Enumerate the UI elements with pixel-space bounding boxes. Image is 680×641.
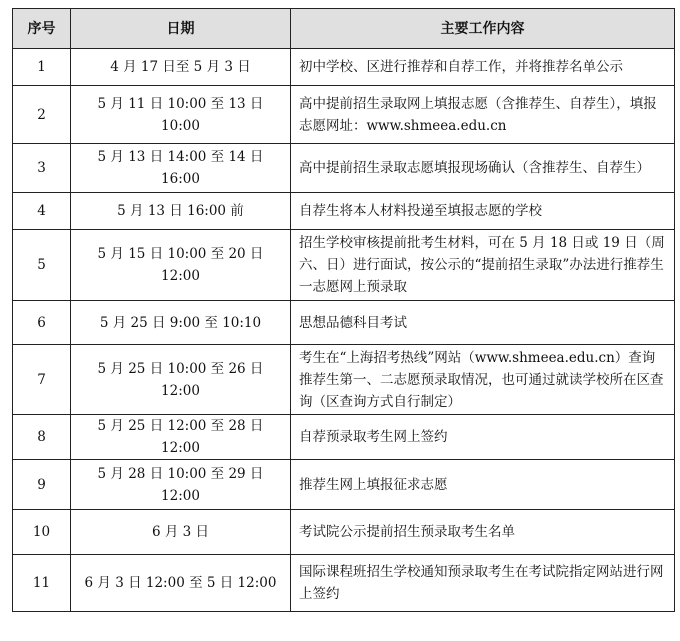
header-content: 主要工作内容 (291, 9, 675, 49)
cell-date: 4 月 17 日至 5 月 3 日 (71, 49, 291, 86)
cell-content: 初中学校、区进行推荐和自荐工作，并将推荐名单公示 (291, 49, 675, 86)
cell-date: 5 月 28 日 10:00 至 29 日 12:00 (71, 460, 291, 510)
cell-no: 8 (13, 415, 71, 460)
header-row (13, 9, 675, 49)
cell-content: 自荐生将本人材料投递至填报志愿的学校 (291, 193, 675, 230)
table-body (13, 49, 675, 612)
table-row (13, 301, 675, 345)
table-row (13, 460, 675, 510)
table-row (13, 510, 675, 555)
cell-content: 思想品德科目考试 (291, 301, 675, 345)
cell-no: 9 (13, 460, 71, 510)
cell-date: 5 月 25 日 10:00 至 26 日 12:00 (71, 345, 291, 415)
table-row (13, 86, 675, 144)
cell-content: 自荐预录取考生网上签约 (291, 415, 675, 460)
header-no: 序号 (13, 9, 71, 49)
cell-content: 招生学校审核提前批考生材料，可在 5 月 18 日或 19 日（周六、日）进行面试，按公示的“提前招生录取”办法进行推荐生一志愿网上预录取 (291, 230, 675, 301)
cell-no: 7 (13, 345, 71, 415)
cell-date: 5 月 25 日 9:00 至 10:10 (71, 301, 291, 345)
cell-no: 11 (13, 555, 71, 612)
cell-content: 考试院公示提前招生预录取考生名单 (291, 510, 675, 555)
table-row (13, 230, 675, 301)
cell-no: 1 (13, 49, 71, 86)
cell-date: 5 月 11 日 10:00 至 13 日 10:00 (71, 86, 291, 144)
cell-no: 4 (13, 193, 71, 230)
cell-date: 5 月 15 日 10:00 至 20 日 12:00 (71, 230, 291, 301)
table-row (13, 345, 675, 415)
cell-content: 高中提前招生录取网上填报志愿（含推荐生、自荐生），填报志愿网址：www.shmeea.edu.cn (291, 86, 675, 144)
cell-no: 2 (13, 86, 71, 144)
cell-date: 5 月 25 日 12:00 至 28 日 12:00 (71, 415, 291, 460)
table-header (13, 9, 675, 49)
cell-no: 10 (13, 510, 71, 555)
cell-content: 高中提前招生录取志愿填报现场确认（含推荐生、自荐生） (291, 144, 675, 193)
cell-date: 6 月 3 日 (71, 510, 291, 555)
cell-no: 5 (13, 230, 71, 301)
cell-content: 国际课程班招生学校通知预录取考生在考试院指定网站进行网上签约 (291, 555, 675, 612)
cell-no: 6 (13, 301, 71, 345)
cell-no: 3 (13, 144, 71, 193)
cell-content: 推荐生网上填报征求志愿 (291, 460, 675, 510)
table-row (13, 193, 675, 230)
cell-date: 5 月 13 日 14:00 至 14 日 16:00 (71, 144, 291, 193)
table-row (13, 49, 675, 86)
table-row (13, 144, 675, 193)
schedule-table (12, 8, 675, 612)
header-date: 日期 (71, 9, 291, 49)
cell-content: 考生在“上海招考热线”网站（www.shmeea.edu.cn）查询推荐生第一、二志愿预录取情况，也可通过就读学校所在区查询（区查询方式自行制定） (291, 345, 675, 415)
cell-date: 6 月 3 日 12:00 至 5 日 12:00 (71, 555, 291, 612)
cell-date: 5 月 13 日 16:00 前 (71, 193, 291, 230)
table-row (13, 415, 675, 460)
table-row (13, 555, 675, 612)
